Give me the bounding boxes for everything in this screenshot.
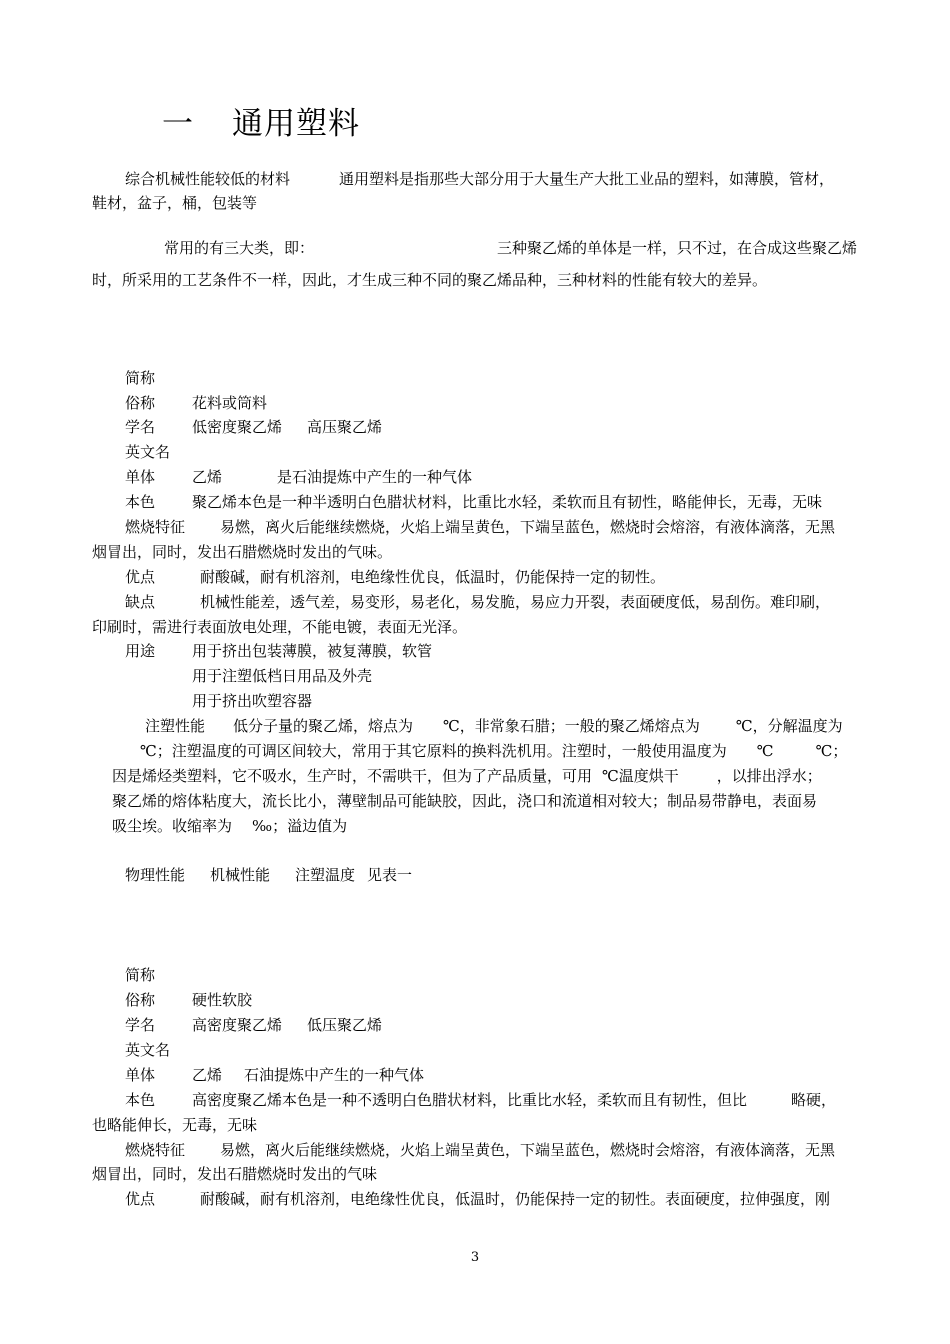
ldpe-monomer: 乙烯 是石油提炼中产生的一种气体 [192, 468, 473, 486]
ldpe-use-3: 用于挤出吹塑容器 [192, 692, 313, 710]
ldpe-cons-2: 印刷时，需进行表面放电处理，不能电镀，表面无光泽。 [92, 618, 468, 636]
hdpe-monomer: 乙烯 石油提炼中产生的一种气体 [192, 1066, 425, 1084]
ldpe-sci-label: 学名 [125, 418, 156, 436]
common-line-1: 常用的有三大类，即： 三种聚乙烯的单体是一样，只不过，在合成这些聚乙烯 [164, 239, 858, 257]
ldpe-pros-label: 优点 [125, 568, 156, 586]
ldpe-cons-1: 机械性能差，透气差，易变形，易老化，易发脆，易应力开裂，表面硬度低，易刮伤。难印刷， [200, 593, 831, 611]
ldpe-use-2: 用于注塑低档日用品及外壳 [192, 667, 373, 685]
hdpe-common-name-label: 俗称 [125, 991, 156, 1009]
hdpe-burn-label: 燃烧特征 [125, 1141, 186, 1159]
ldpe-abbr-label: 简称 [125, 369, 156, 387]
hdpe-pros: 耐酸碱，耐有机溶剂，电绝缘性优良，低温时，仍能保持一定的韧性。表面硬度，拉伸强度，刚 [200, 1190, 831, 1208]
intro-paragraph [92, 167, 906, 215]
hdpe-sci-label: 学名 [125, 1016, 156, 1034]
section-title-text: 通用塑料 [232, 106, 360, 142]
ldpe-burn-2: 烟冒出，同时，发出石腊燃烧时发出的气味。 [92, 543, 393, 561]
section-title [162, 104, 360, 144]
ldpe-use-label: 用途 [125, 642, 156, 660]
ldpe-cons-label: 缺点 [125, 593, 156, 611]
hdpe-color-label: 本色 [125, 1091, 156, 1109]
section-number: 一 [162, 106, 194, 142]
ldpe-common-name: 花料或筒料 [192, 394, 268, 412]
ldpe-injection-line-1: 注塑性能 低分子量的聚乙烯，熔点为 ℃，非常象石腊；一般的聚乙烯熔点为 ℃，分解温度为 [145, 717, 843, 735]
page-number: 3 [470, 1250, 480, 1265]
ldpe-pros: 耐酸碱，耐有机溶剂，电绝缘性优良，低温时，仍能保持一定的韧性。 [200, 568, 666, 586]
ldpe-use-1: 用于挤出包装薄膜，被复薄膜，软管 [192, 642, 433, 660]
ldpe-color: 聚乙烯本色是一种半透明白色腊状材料，比重比水轻，柔软而且有韧性，略能伸长，无毒，无味 [192, 493, 823, 511]
hdpe-monomer-label: 单体 [125, 1066, 156, 1084]
intro-line-1: 综合机械性能较低的材料 通用塑料是指那些大部分用于大量生产大批工业品的塑料，如薄膜，管材， [125, 170, 835, 188]
ldpe-injection-line-5: 吸尘埃。收缩率为 ‰；溢边值为 [112, 817, 348, 835]
ldpe-sci-name: 低密度聚乙烯 高压聚乙烯 [192, 418, 383, 436]
ldpe-burn-1: 易燃，离火后能继续燃烧，火焰上端呈黄色，下端呈蓝色，燃烧时会熔溶，有液体滴落，无黑 [220, 518, 836, 536]
common-line-2: 时，所采用的工艺条件不一样，因此，才生成三种不同的聚乙烯品种，三种材料的性能有较大的差异。 [92, 271, 768, 289]
ldpe-injection-line-2: ℃；注塑温度的可调区间较大，常用于其它原料的换料洗机用。注塑时，一般使用温度为 ℃ ℃； [140, 742, 848, 760]
hdpe-sci-name: 高密度聚乙烯 低压聚乙烯 [192, 1016, 383, 1034]
hdpe-english-label: 英文名 [125, 1041, 171, 1059]
hdpe-abbr-label: 简称 [125, 966, 156, 984]
ldpe-injection-line-4: 聚乙烯的熔体粘度大，流长比小，薄壁制品可能缺胶，因此，浇口和流道相对较大；制品易带静电，表面易 [112, 792, 818, 810]
ldpe-monomer-label: 单体 [125, 468, 156, 486]
hdpe-pros-label: 优点 [125, 1190, 156, 1208]
ldpe-burn-label: 燃烧特征 [125, 518, 186, 536]
common-types-paragraph [92, 232, 906, 296]
hdpe-common-name: 硬性软胶 [192, 991, 253, 1009]
ldpe-common-name-label: 俗称 [125, 394, 156, 412]
hdpe-burn-1: 易燃，离火后能继续燃烧，火焰上端呈黄色，下端呈蓝色，燃烧时会熔溶，有液体滴落，无黑 [220, 1141, 836, 1159]
ldpe-english-label: 英文名 [125, 443, 171, 461]
ldpe-injection-line-3: 因是烯烃类塑料，它不吸水，生产时，不需哄干，但为了产品质量，可用 ℃温度烘干 ，以排出浮水； [112, 767, 822, 785]
ldpe-color-label: 本色 [125, 493, 156, 511]
hdpe-color-1: 高密度聚乙烯本色是一种不透明白色腊状材料，比重比水轻，柔软而且有韧性，但比 略硬， [192, 1091, 837, 1109]
intro-line-2: 鞋材，盆子，桶，包装等 [92, 194, 258, 212]
ldpe-properties-reference: 物理性能 机械性能 注塑温度 见表一 [125, 866, 413, 884]
hdpe-burn-2: 烟冒出，同时，发出石腊燃烧时发出的气味 [92, 1165, 378, 1183]
hdpe-color-2: 也略能伸长，无毒，无味 [92, 1116, 258, 1134]
